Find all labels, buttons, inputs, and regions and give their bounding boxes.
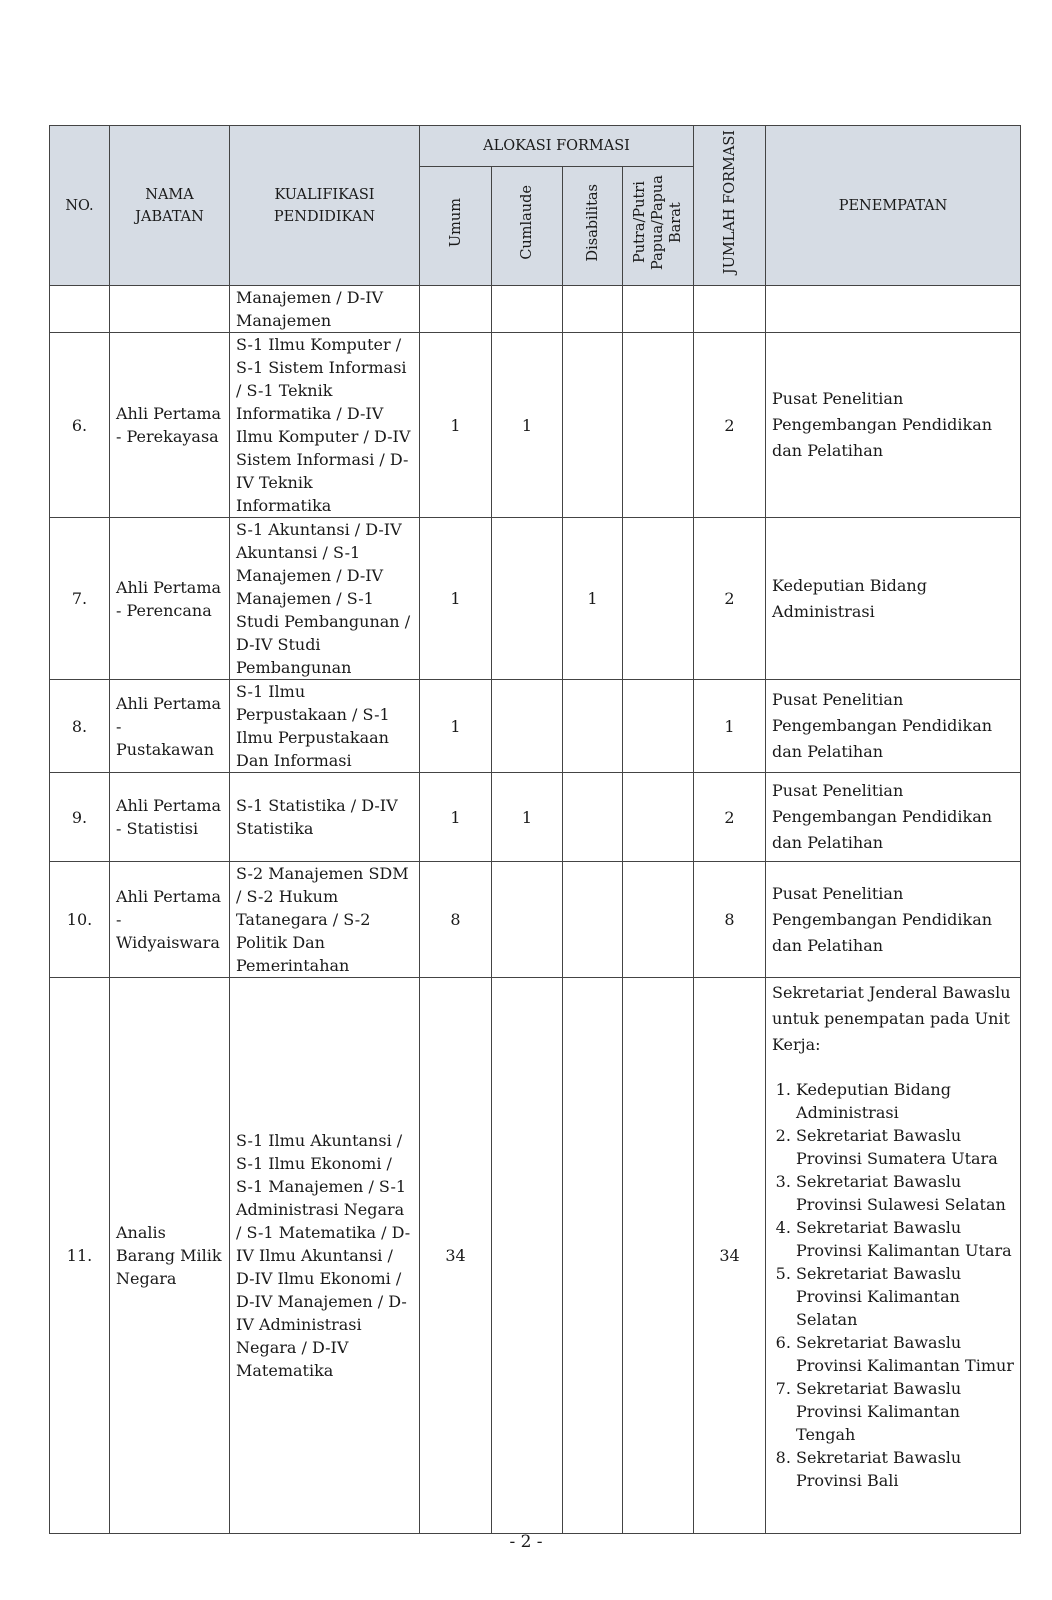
row-jumlah: 2: [694, 773, 766, 862]
header-disabilitas: Disabilitas: [584, 183, 601, 262]
header-papua-cell: [623, 167, 694, 286]
header-cumlaude-cell: [492, 167, 563, 286]
row-jabatan: Analis Barang Milik Negara: [110, 978, 230, 1534]
row-jabatan: Ahli Pertama - Widyaiswara: [110, 862, 230, 978]
row-papua: [623, 518, 694, 680]
row-papua: [623, 333, 694, 518]
row-jumlah: 1: [694, 680, 766, 773]
unit-kerja-item: 2. Sekretariat Bawaslu Provinsi Sumatera Utara: [796, 1124, 1014, 1170]
row-no: 11.: [50, 978, 110, 1534]
row-papua: [623, 773, 694, 862]
row-penempatan: Pusat Penelitian Pengembangan Pendidikan dan Pelatihan: [766, 862, 1021, 978]
row-papua: [623, 680, 694, 773]
table-row: [50, 862, 1021, 978]
row-no: 10.: [50, 862, 110, 978]
row-cumlaude: [492, 862, 563, 978]
unit-kerja-item: 5. Sekretariat Bawaslu Provinsi Kalimantan Selatan: [796, 1262, 1014, 1331]
header-umum: Umum: [447, 197, 464, 248]
header-no: NO.: [50, 126, 110, 286]
continuation-row: [50, 286, 1021, 333]
table-row: [50, 680, 1021, 773]
row-no: 8.: [50, 680, 110, 773]
unit-kerja-list: [772, 1078, 1014, 1492]
row-kualifikasi: S-1 Akuntansi / D-IV Akuntansi / S-1 Manajemen / D-IV Manajemen / S-1 Studi Pembangunan / D-IV Studi Pembangunan: [230, 518, 420, 680]
row-jabatan: Ahli Pertama - Perencana: [110, 518, 230, 680]
row-kualifikasi: S-2 Manajemen SDM / S-2 Hukum Tatanegara / S-2 Politik Dan Pemerintahan: [230, 862, 420, 978]
unit-kerja-item: 4. Sekretariat Bawaslu Provinsi Kalimantan Utara: [796, 1216, 1014, 1262]
continuation-kualifikasi: Manajemen / D-IV Manajemen: [230, 286, 420, 333]
formation-table: [49, 125, 1021, 1534]
row-umum: 1: [420, 333, 492, 518]
row-jabatan: Ahli Pertama - Statistisi: [110, 773, 230, 862]
row-no: 7.: [50, 518, 110, 680]
row-umum: 1: [420, 773, 492, 862]
row-disabilitas: [563, 862, 623, 978]
table-row: [50, 518, 1021, 680]
header-cumlaude: Cumlaude: [519, 185, 535, 260]
penempatan-intro: Sekretariat Jenderal Bawaslu untuk penempatan pada Unit Kerja:: [772, 983, 1011, 1054]
row-umum: 1: [420, 518, 492, 680]
header-jumlah: JUMLAH FORMASI: [721, 129, 738, 275]
unit-kerja-item: 3. Sekretariat Bawaslu Provinsi Sulawesi Selatan: [796, 1170, 1014, 1216]
row-no: 9.: [50, 773, 110, 862]
row-penempatan: [766, 978, 1021, 1534]
row-no: 6.: [50, 333, 110, 518]
row-papua: [623, 862, 694, 978]
header-papua: Putra/Putri Papua/Papua Barat: [632, 175, 684, 270]
unit-kerja-item: 8. Sekretariat Bawaslu Provinsi Bali: [796, 1446, 1014, 1492]
header-nama-jabatan: NAMA JABATAN: [110, 126, 230, 286]
table-row: [50, 773, 1021, 862]
row-jumlah: 2: [694, 333, 766, 518]
row-cumlaude: [492, 680, 563, 773]
header-disabilitas-cell: [563, 167, 623, 286]
header-kualifikasi: KUALIFIKASI PENDIDIKAN: [230, 126, 420, 286]
row-jumlah: 2: [694, 518, 766, 680]
row-kualifikasi: S-1 Ilmu Akuntansi / S-1 Ilmu Ekonomi / S-1 Manajemen / S-1 Administrasi Negara / S-1 Matematika / D-IV Ilmu Akuntansi / D-IV Ilmu Ekonomi / D-IV Manajemen / D-IV Administrasi Negara / D-IV Matematika: [230, 978, 420, 1534]
row-kualifikasi: S-1 Ilmu Perpustakaan / S-1 Ilmu Perpustakaan Dan Informasi: [230, 680, 420, 773]
row-kualifikasi: S-1 Statistika / D-IV Statistika: [230, 773, 420, 862]
unit-kerja-item: 6. Sekretariat Bawaslu Provinsi Kalimantan Timur: [796, 1331, 1014, 1377]
table-body: [50, 286, 1021, 1534]
row-disabilitas: 1: [563, 518, 623, 680]
row-disabilitas: [563, 680, 623, 773]
row-kualifikasi: S-1 Ilmu Komputer / S-1 Sistem Informasi / S-1 Teknik Informatika / D-IV Ilmu Komputer / D-IV Sistem Informasi / D-IV Teknik Informatika: [230, 333, 420, 518]
row-penempatan: Pusat Penelitian Pengembangan Pendidikan dan Pelatihan: [766, 680, 1021, 773]
row-jumlah: 8: [694, 862, 766, 978]
unit-kerja-item: 7. Sekretariat Bawaslu Provinsi Kalimantan Tengah: [796, 1377, 1014, 1446]
row-cumlaude: [492, 518, 563, 680]
row-umum: 8: [420, 862, 492, 978]
row-jabatan: Ahli Pertama - Perekayasa: [110, 333, 230, 518]
row-cumlaude: 1: [492, 773, 563, 862]
table-row-11: [50, 978, 1021, 1534]
row-penempatan: Pusat Penelitian Pengembangan Pendidikan dan Pelatihan: [766, 773, 1021, 862]
page-number: - 2 -: [509, 1532, 543, 1552]
header-alokasi: ALOKASI FORMASI: [420, 126, 694, 167]
table-row: [50, 333, 1021, 518]
header-jumlah-cell: [694, 126, 766, 286]
header-umum-cell: [420, 167, 492, 286]
row-jumlah: 34: [694, 978, 766, 1534]
row-penempatan: Pusat Penelitian Pengembangan Pendidikan dan Pelatihan: [766, 333, 1021, 518]
unit-kerja-item: 1. Kedeputian Bidang Administrasi: [796, 1078, 1014, 1124]
row-disabilitas: [563, 333, 623, 518]
row-disabilitas: [563, 773, 623, 862]
header-penempatan: PENEMPATAN: [766, 126, 1021, 286]
row-jabatan: Ahli Pertama - Pustakawan: [110, 680, 230, 773]
row-penempatan: Kedeputian Bidang Administrasi: [766, 518, 1021, 680]
row-umum: 1: [420, 680, 492, 773]
row-cumlaude: 1: [492, 333, 563, 518]
row-umum: 34: [420, 978, 492, 1534]
